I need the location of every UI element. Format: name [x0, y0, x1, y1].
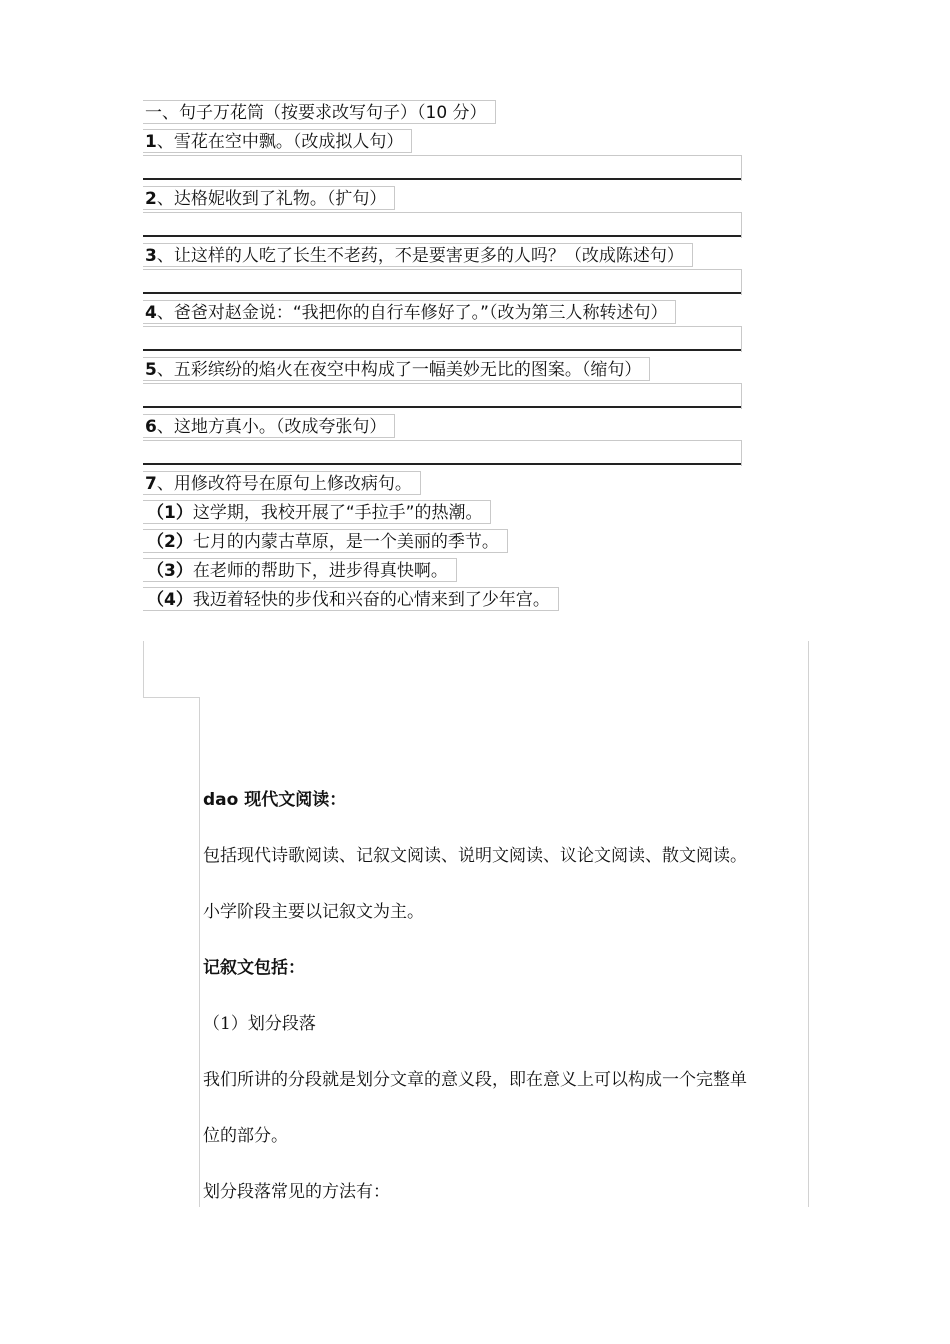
question-6 [143, 414, 395, 438]
subitem-number: （1） [147, 503, 193, 523]
question-text: 、五彩缤纷的焰火在夜空中构成了一幅美妙无比的图案。（缩句） [156, 360, 642, 380]
question-number: 3 [145, 246, 157, 266]
subitem-3 [143, 558, 457, 582]
answer-line-3[interactable] [143, 269, 742, 295]
frame-border [199, 697, 200, 1207]
question-7 [143, 471, 421, 495]
narrative-heading: 记叙文包括： [203, 958, 305, 978]
paragraph-line: 位的部分。 [203, 1126, 288, 1146]
section-title: 一、句子万花筒（按要求改写句子）（10 分） [143, 100, 496, 124]
narrative-item-1: （1）划分段落 [203, 1014, 316, 1034]
frame-border [143, 697, 200, 698]
answer-line-2[interactable] [143, 212, 742, 238]
subitem-1 [143, 500, 491, 524]
methods-line: 划分段落常见的方法有： [203, 1182, 390, 1202]
reading-focus: 小学阶段主要以记叙文为主。 [203, 902, 424, 922]
reading-heading: dao 现代文阅读： [203, 790, 347, 810]
answer-line-1[interactable] [143, 155, 742, 181]
subitem-number: （2） [147, 532, 193, 552]
question-text: 、雪花在空中飘。（改成拟人句） [156, 132, 404, 152]
question-text: 、达格妮收到了礼物。（扩句） [156, 189, 387, 209]
subitem-4 [143, 587, 559, 611]
subitem-text: 七月的内蒙古草原，是一个美丽的季节。 [192, 532, 499, 552]
question-1 [143, 129, 412, 153]
question-text: 、爸爸对赵金说：“我把你的自行车修好了。”（改为第三人称转述句） [156, 303, 668, 323]
subitem-number: （4） [147, 590, 193, 610]
answer-underline [143, 235, 741, 237]
question-5 [143, 357, 650, 381]
question-3 [143, 243, 693, 267]
subitem-number: （3） [147, 561, 193, 581]
answer-underline [143, 292, 741, 294]
paragraph-line: 我们所讲的分段就是划分文章的意义段，即在意义上可以构成一个完整单 [203, 1070, 747, 1090]
reading-types: 包括现代诗歌阅读、记叙文阅读、说明文阅读、议论文阅读、散文阅读。 [203, 846, 747, 866]
question-text: 、用修改符号在原句上修改病句。 [156, 474, 412, 494]
subitem-text: 这学期，我校开展了“手拉手”的热潮。 [192, 503, 483, 523]
question-number: 6 [145, 417, 157, 437]
answer-line-4[interactable] [143, 326, 742, 352]
question-number: 4 [145, 303, 157, 323]
question-number: 2 [145, 189, 157, 209]
question-4 [143, 300, 676, 324]
subitem-text: 我迈着轻快的步伐和兴奋的心情来到了少年宫。 [192, 590, 550, 610]
frame-border [808, 641, 809, 1207]
answer-underline [143, 406, 741, 408]
answer-line-5[interactable] [143, 383, 742, 409]
question-text: 、让这样的人吃了长生不老药，不是要害更多的人吗？（改成陈述句） [156, 246, 684, 266]
answer-underline [143, 178, 741, 180]
answer-line-6[interactable] [143, 440, 742, 466]
answer-underline [143, 463, 741, 465]
answer-underline [143, 349, 741, 351]
question-number: 7 [145, 474, 157, 494]
question-number: 5 [145, 360, 157, 380]
subitem-text: 在老师的帮助下，进步得真快啊。 [192, 561, 448, 581]
subitem-2 [143, 529, 508, 553]
frame-border [143, 641, 144, 698]
question-2 [143, 186, 395, 210]
question-number: 1 [145, 132, 157, 152]
question-text: 、这地方真小。（改成夸张句） [156, 417, 387, 437]
